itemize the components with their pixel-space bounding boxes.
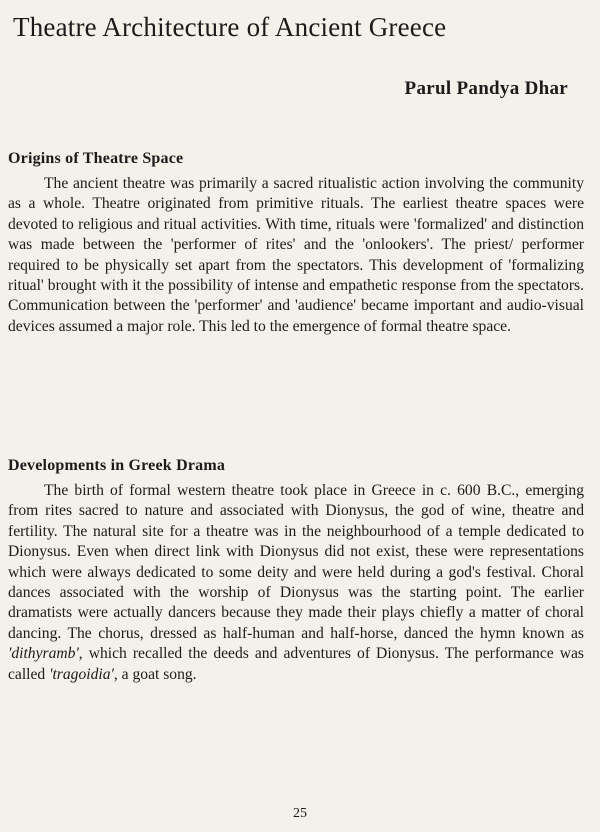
body-text-part: The birth of formal western theatre took place in Greece in c. 600 B.C., emerging from rites sacred to nature and associated with Dionysus, the god of wine, theatre and fertility. The natural site for a theatre was in the neighbourhood of a temple dedicated to Dionysus. Even when direct link with Dionysus did not exist, these were representations which were always dedicated to some deity and were held during a god's festival. Choral dances associated with the worship of Dionysus was the starting point. The earlier dramatists were actually dancers because they made their plays chiefly a matter of choral dancing. The chorus, dressed as half-human and half-horse, danced the hymn known as: [8, 482, 584, 642]
section-body-developments: [8, 481, 584, 685]
section-heading-developments: Developments in Greek Drama: [8, 457, 226, 474]
page-number: 25: [293, 806, 307, 821]
term-dithyramb: 'dithyramb': [8, 645, 79, 663]
section-body-origins: The ancient theatre was primarily a sacred ritualistic action involving the community as a whole. Theatre originated from primitive rituals. The earliest theatre spaces were devoted to religious and ritual activities. With time, rituals were 'formalized' and distinction was made between the 'performer of rites' and the 'onlookers'. The priest/ performer required to be physically set apart from the spectators. This development of 'formalizing ritual' brought with it the possibility of intense and empathetic response from the spectators. Communication between the 'performer' and 'audience' became important and audio-visual devices assumed a major role. This led to the emergence of formal theatre space.: [8, 175, 584, 335]
term-tragoidia: 'tragoidia': [49, 665, 114, 683]
body-text-part: , a goat song.: [113, 665, 197, 683]
page-title: Theatre Architecture of Ancient Greece: [13, 12, 447, 42]
author-name: Parul Pandya Dhar: [404, 78, 568, 99]
section-heading-origins: Origins of Theatre Space: [8, 150, 184, 167]
body-text-part: , which recalled the deeds and adventures of Dionysus. The performance was called: [8, 645, 584, 683]
